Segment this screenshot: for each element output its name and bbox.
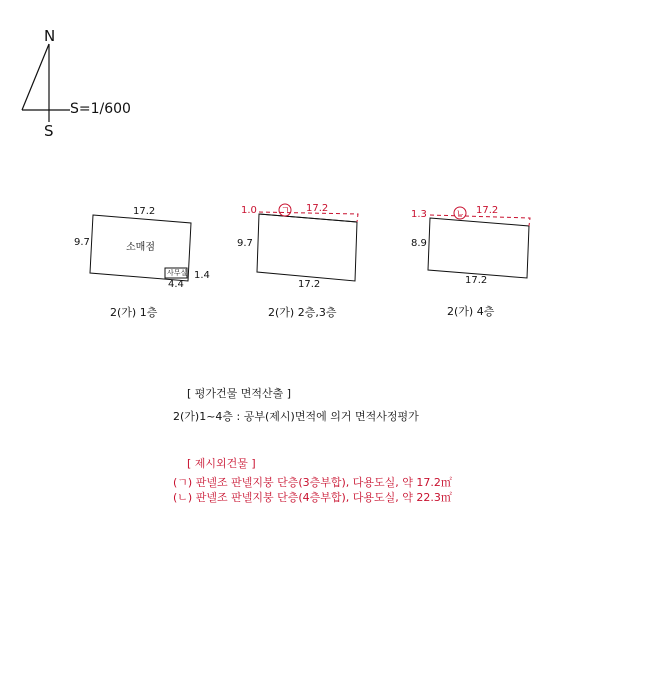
plan1-caption: 2(가) 1층 <box>110 306 158 319</box>
plan1-annex-label: 사무실 <box>167 269 188 277</box>
floor-plan-3 <box>428 207 530 278</box>
scale-label: S=1/600 <box>70 101 131 117</box>
plan2-marker: ㄱ <box>281 206 290 216</box>
excluded-item-1: (ㄱ) 판넬조 판넬지붕 단층(3층부합), 다용도실, 약 17.2㎡ <box>173 476 452 489</box>
plan3-marker: ㄴ <box>456 209 465 219</box>
north-label: N <box>44 27 56 45</box>
plan1-dim-right: 1.4 <box>194 270 210 281</box>
plan2-dim-bottom: 17.2 <box>298 279 321 290</box>
plan3-dim-ext: 1.3 <box>411 209 427 220</box>
plan3-dim-top: 17.2 <box>476 205 499 216</box>
north-arrow-icon <box>22 44 70 122</box>
plan3-dim-left: 8.9 <box>411 238 427 249</box>
appraisal-heading: [ 평가건물 면적산출 ] <box>187 387 292 400</box>
excluded-item-2: (ㄴ) 판넬조 판넬지붕 단층(4층부합), 다용도실, 약 22.3㎡ <box>173 491 452 504</box>
plan1-room-label: 소매점 <box>126 242 155 253</box>
plan3-dim-bottom: 17.2 <box>465 275 488 286</box>
south-label: S <box>44 122 54 140</box>
plan2-dim-ext: 1.0 <box>241 205 257 216</box>
plan3-caption: 2(가) 4층 <box>447 305 495 318</box>
plan1-dim-top: 17.2 <box>133 206 156 217</box>
plan1-dim-left: 9.7 <box>74 237 90 248</box>
appraisal-line: 2(가)1~4층 : 공부(제시)면적에 의거 면적사정평가 <box>173 410 419 423</box>
excluded-heading: [ 제시외건물 ] <box>187 457 256 470</box>
plan1-dim-bottom: 4.4 <box>168 279 184 290</box>
plan2-dim-top: 17.2 <box>306 203 329 214</box>
plan2-dim-left: 9.7 <box>237 238 253 249</box>
floor-plan-2 <box>257 204 358 281</box>
plan2-caption: 2(가) 2층,3층 <box>268 306 337 319</box>
